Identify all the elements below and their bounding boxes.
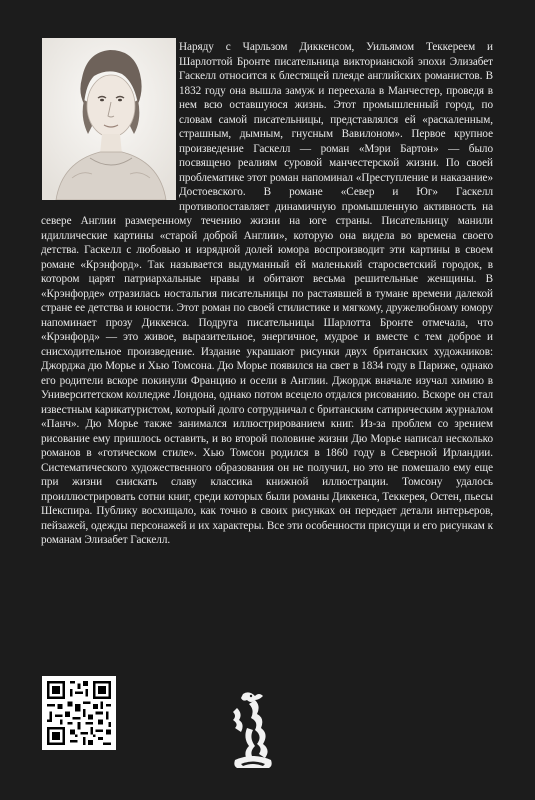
description-text <box>41 40 493 548</box>
portrait-wrap-space <box>41 40 179 202</box>
qr-code <box>42 676 116 750</box>
description-body: Наряду с Чарльзом Диккенсом, Уильямом Теккереем и Шарлоттой Бронте писательница викторианской эпохи Элизабет Гаскелл относится к блестящей плеяде английских романистов. В 1832 году она вышла замуж и переехала в Манчестер, проведя в нем всю оставшуюся жизнь. Этот промышленный город, по словам самой писательницы, представлялся ей «раскаленным, страшным, дымным, гнусным Вавилоном». Первое крупное произведение Гаскелл — роман «Мэри Бартон» — было посвящено реалиям суровой манчестерской жизни. По своей проблематике этот роман напоминал «Преступление и наказание» Достоевского. В романе «Север и Юг» Гаскелл противопоставляет динамичную промышленную активность на севере Англии размеренному течению жизни на юге страны. Писательницу манили идиллические картины «старой доброй Англии», которую она видела во времена своего детства. Гаскелл с любовью и изрядной долей юмора воспроизводит эти картины в своем романе «Крэнфорд». Так называется выдуманный ей маленький старосветский городок, в котором царят патриархальные нравы и обитают весьма решительные женщины. В «Крэнфорде» отразилась ностальгия писательницы по растаявшей в тумане времени далекой стране ее детства и юности. Этот роман по своей стилистике и мягкому, дружелюбному юмору напоминает прозу Диккенса. Подруга писательницы Шарлотта Бронте отмечала, что «Крэнфорд» — это живое, выразительное, энергичное, мудрое и вместе с тем доброе и снисходительное произведение. Издание украшают рисунки двух британских художников: Джорджа дю Морье и Хью Томсона. Дю Морье появился на свет в 1834 году в Париже, однако его родители вскоре покинули Францию и осели в Англии. Джордж вначале изучал химию в Университетском колледже Лондона, однако потом всецело отдался рисованию. Вскоре он стал известным карикатуристом, который долго сотрудничал с британским сатирическим журналом «Панч». Дю Морье также занимался иллюстрированием книг. Из-за проблем со зрением рисование ему пришлось оставить, и во второй половине жизни Дю Морье написал несколько романов в «готическом стиле». Хью Томсон родился в 1860 году в Северной Ирландии. Систематического художественного образования он не получил, но это не помешало ему еще при жизни снискать славу классика книжной иллюстрации. Томсону удалось проиллюстрировать сотни книг, среди которых были романы Диккенса, Теккерея, Остен, пьесы Шекспира. Публику восхищало, как точно в своих рисунках он передает детали интерьеров, пейзажей, одежды персонажей и их характеры. Все эти особенности присущи и его рисункам к романам Элизабет Гаскелл. <box>41 41 493 546</box>
griffin-logo-icon <box>229 688 277 772</box>
